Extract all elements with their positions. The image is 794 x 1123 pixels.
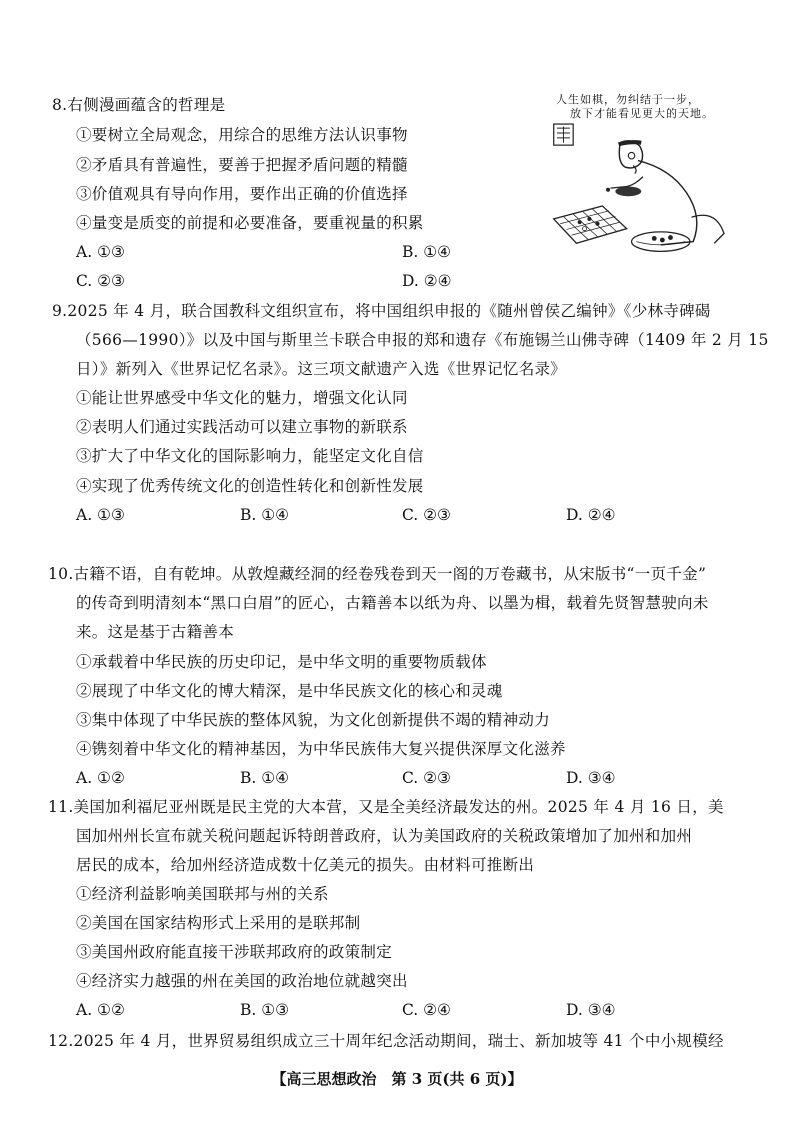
q10-option-c: C. ②③ xyxy=(402,769,451,787)
q10-stem-line2: 的传奇到明清刻本“黑口白眉”的匠心，古籍善本以纸为舟、以墨为楫，载着先贤智慧驶向未 xyxy=(76,594,709,612)
q11-option-b: B. ①③ xyxy=(240,1001,290,1019)
q11-option-c: C. ②④ xyxy=(402,1001,451,1019)
q10-item-3: ③集中体现了中华民族的整体风貌，为文化创新提供不竭的精神动力 xyxy=(76,711,551,729)
q9-stem-line3: 日）》新列入《世界记忆名录》。这三项文献遗产入选《世界记忆名录》 xyxy=(76,360,567,378)
q10-option-a: A. ①② xyxy=(76,769,125,787)
q8-option-d: D. ②④ xyxy=(402,272,452,290)
q8-option-c: C. ②③ xyxy=(76,272,125,290)
q11-option-d: D. ③④ xyxy=(566,1001,616,1019)
q11-item-2: ②美国在国家结构形式上采用的是联邦制 xyxy=(76,914,361,932)
q9-item-3: ③扩大了中华文化的国际影响力，能坚定文化自信 xyxy=(76,447,424,465)
q9-option-b: B. ①④ xyxy=(240,506,290,524)
q10-item-2: ②展现了中华文化的博大精深，是中华民族文化的核心和灵魂 xyxy=(76,682,503,700)
q10-item-1: ①承载着中华民族的历史印记，是中华文明的重要物质载体 xyxy=(76,653,487,671)
q11-item-3: ③美国州政府能直接干涉联邦政府的政策制定 xyxy=(76,943,393,961)
q10-option-d: D. ③④ xyxy=(566,769,616,787)
q10-stem-line1: 10.古籍不语，自有乾坤。从敦煌藏经洞的经卷残卷到天一阁的万卷藏书，从宋版书“一页千金” xyxy=(48,565,707,583)
q9-stem-line2: （566—1990）》以及中国与斯里兰卡联合申报的郑和遗存《布施锡兰山佛寺碑（1409 年 2 月 15 xyxy=(76,331,769,349)
q11-stem-line3: 居民的成本，给加州经济造成数十亿美元的损失。由材料可推断出 xyxy=(76,856,535,874)
q8-item-3: ③价值观具有导向作用，要作出正确的价值选择 xyxy=(76,185,408,203)
q9-item-1: ①能让世界感受中华文化的魅力，增强文化认同 xyxy=(76,389,408,407)
q10-stem-line3: 来。这是基于古籍善本 xyxy=(76,623,235,641)
q8-item-1: ①要树立全局观念，用综合的思维方法认识事物 xyxy=(76,126,408,144)
q9-item-2: ②表明人们通过实践活动可以建立事物的新联系 xyxy=(76,418,408,436)
cartoon-chess-player xyxy=(525,120,760,270)
q9-stem-line1: 9.2025 年 4 月，联合国教科文组织宣布，将中国组织申报的《随州曾侯乙编钟》《少林寺碑碣 xyxy=(52,302,711,320)
q12-stem-line1: 12.2025 年 4 月，世界贸易组织成立三十周年纪念活动期间，瑞士、新加坡等 41 个中小规模经 xyxy=(48,1032,724,1050)
q11-item-4: ④经济实力越强的州在美国的政治地位就越突出 xyxy=(76,972,408,990)
q8-stem: 8.右侧漫画蕴含的哲理是 xyxy=(52,96,226,114)
q8-option-b: B. ①④ xyxy=(402,243,452,261)
cartoon-caption-line2: 放下才能看见更大的天地。 xyxy=(570,107,714,120)
page-footer: 【高三思想政治 第 3 页(共 6 页)】 xyxy=(271,1070,523,1088)
q11-stem-line1: 11.美国加利福尼亚州既是民主党的大本营，又是全美经济最发达的州。2025 年 4 月 16 日，美 xyxy=(48,798,724,816)
q10-option-b: B. ①④ xyxy=(240,769,290,787)
q11-stem-line2: 国加州州长宣布就关税问题起诉特朗普政府，认为美国政府的关税政策增加了加州和加州 xyxy=(76,827,693,845)
q8-option-a: A. ①③ xyxy=(76,243,125,261)
cartoon-caption-line1: 人生如棋，勿纠结于一步， xyxy=(556,93,700,106)
q11-item-1: ①经济利益影响美国联邦与州的关系 xyxy=(76,885,329,903)
q9-option-d: D. ②④ xyxy=(566,506,616,524)
q9-item-4: ④实现了优秀传统文化的创造性转化和创新性发展 xyxy=(76,477,424,495)
q9-option-a: A. ①③ xyxy=(76,506,125,524)
q8-item-2: ②矛盾具有普遍性，要善于把握矛盾问题的精髓 xyxy=(76,156,408,174)
q8-item-4: ④量变是质变的前提和必要准备，要重视量的积累 xyxy=(76,214,424,232)
q10-item-4: ④镌刻着中华文化的精神基因，为中华民族伟大复兴提供深厚文化滋养 xyxy=(76,740,566,758)
q9-option-c: C. ②③ xyxy=(402,506,451,524)
q11-option-a: A. ①② xyxy=(76,1001,125,1019)
